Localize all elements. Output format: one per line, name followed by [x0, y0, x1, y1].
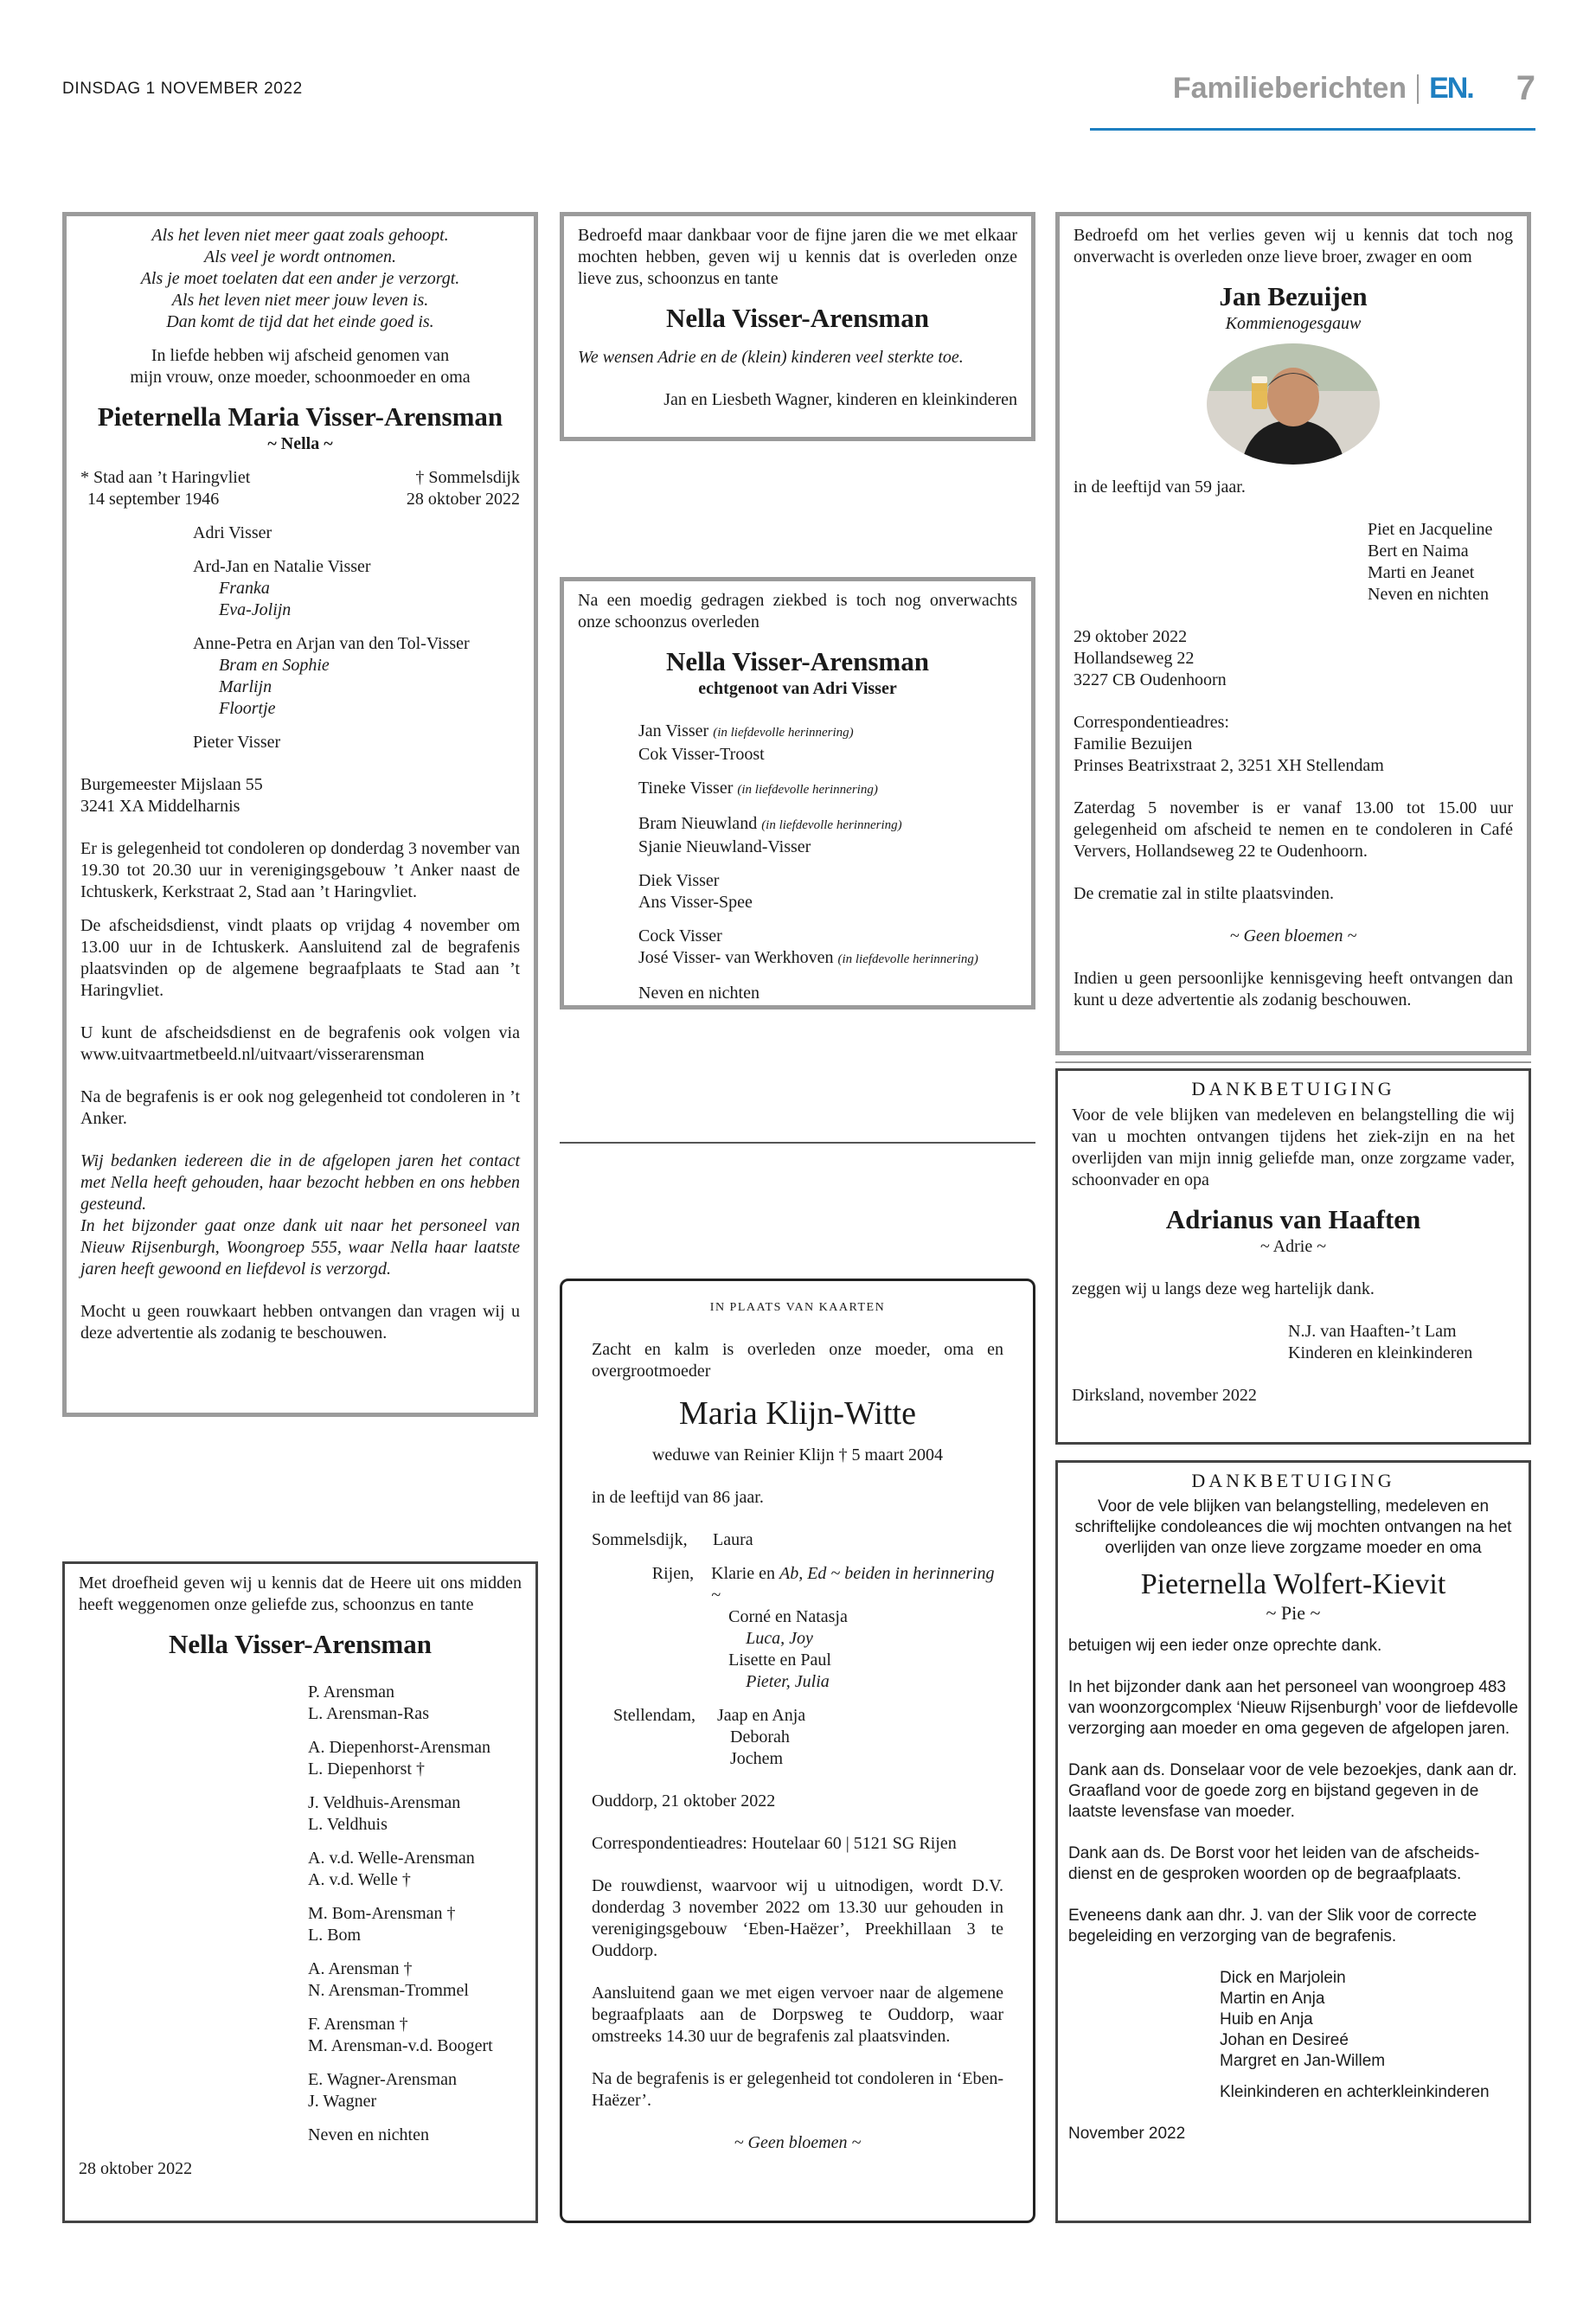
family-member: José Visser- van Werkhoven (in liefdevolle herinnering) — [638, 948, 978, 967]
poem-line: Als veel je wordt ontnomen. — [204, 247, 396, 266]
family-place: Stellendam, — [613, 1706, 695, 1725]
birth-date: 14 september 1946 — [87, 490, 220, 509]
grandchild: Pieter, Julia — [746, 1672, 830, 1691]
correspondence: Correspondentieadres: Houtelaar 60 | 5121 SG Rijen — [592, 1834, 957, 1853]
family-list — [80, 522, 520, 753]
condolence-info: Er is gelegenheid tot condoleren op donderdag 3 november van 19.30 tot 20.30 uur in verenigingsgebouw ’t Anker naast de Ichtuskerk, Kerkstraat 2, Stad aan ’t Haringvliet. — [80, 839, 520, 901]
family-member: Lisette en Paul — [728, 1650, 831, 1670]
portrait-photo-graphic — [1207, 343, 1380, 465]
family-member: M. Arensman-v.d. Boogert — [308, 2036, 493, 2055]
deceased-name: Adrianus van Haaften — [1165, 1204, 1421, 1234]
address-line: Hollandseweg 22 — [1074, 649, 1195, 668]
family-member: Bert en Naima — [1368, 542, 1469, 561]
ad-date: November 2022 — [1068, 2125, 1186, 2143]
intro: Voor de vele blijken van belangstelling, medeleven en schriftelijke condoleances die wij mochten ontvangen na het overlijden van onze lieve zorgzame moeder en oma — [1074, 1497, 1512, 1557]
family-member: J. Wagner — [308, 2092, 377, 2111]
birth-place: * Stad aan ’t Haringvliet — [80, 468, 251, 487]
notice-text: Mocht u geen rouwkaart hebben ontvangen dan vragen wij u deze advertentie als zodanig te beschouwen. — [80, 1302, 520, 1343]
family-list — [578, 721, 1017, 1004]
grandchild: Eva-Jolijn — [219, 600, 292, 619]
family-place: Sommelsdijk, — [592, 1530, 688, 1549]
ad-nella-visser-schoonzus — [560, 577, 1035, 1009]
cremation-info: De crematie zal in stilte plaatsvinden. — [1074, 884, 1334, 903]
family-member: Marti en Jeanet — [1368, 563, 1475, 582]
grandchild: Franka — [219, 579, 270, 598]
signature-line: N.J. van Haaften-’t Lam — [1288, 1322, 1457, 1341]
stream-info: U kunt de afscheidsdienst en de begrafenis ook volgen via www.uitvaartmetbeeld.nl/uitvaart/visserarensman — [80, 1023, 520, 1064]
poem-line: Als het leven niet meer jouw leven is. — [171, 291, 429, 310]
condolence-info: Na de begrafenis is er gelegenheid tot condoleren in ‘Eben-Haëzer’. — [592, 2069, 1003, 2110]
family-row — [592, 1563, 1003, 1693]
family-member: Cok Visser-Troost — [638, 745, 765, 764]
page-header — [1173, 69, 1535, 108]
deceased-name: Pieternella Maria Visser-Arensman — [97, 401, 503, 432]
family-member: Bram Nieuwland (in liefdevolle herinnering) — [638, 814, 902, 833]
life-dates — [80, 467, 520, 510]
ad-jan-bezuijen — [1055, 212, 1531, 1055]
signature — [1072, 1321, 1515, 1364]
family-member: Jan Visser (in liefdevolle herinnering) — [638, 721, 854, 740]
ad-maria-klijn-witte — [560, 1279, 1035, 2223]
nickname: Kommienogesgauw — [1225, 314, 1362, 333]
header-rule — [1090, 128, 1535, 131]
family-member: Adri Visser — [193, 523, 272, 542]
intro-line: In liefde hebben wij afscheid genomen van — [151, 346, 450, 365]
address-line: Burgemeester Mijslaan 55 — [80, 775, 263, 794]
address-line: Correspondentieadres: — [1074, 713, 1229, 732]
deceased-name: Nella Visser-Arensman — [666, 646, 929, 676]
deceased-name: Nella Visser-Arensman — [666, 303, 929, 333]
family-member: Klarie en Ab, Ed ~ beiden in herinnering ~ — [711, 1564, 995, 1605]
intro-line: mijn vrouw, onze moeder, schoonmoeder en oma — [130, 368, 471, 387]
deceased-name: Nella Visser-Arensman — [169, 1629, 432, 1659]
family-member: Corné en Natasja — [728, 1607, 848, 1626]
grandchild: Floortje — [219, 699, 276, 718]
address-line: 3241 XA Middelharnis — [80, 797, 240, 816]
ad-date: Dirksland, november 2022 — [1072, 1386, 1257, 1405]
grandchild: Luca, Joy — [746, 1629, 813, 1648]
family-member: Neven en nichten — [638, 984, 760, 1003]
family-member: Piet en Jacqueline — [1368, 520, 1493, 539]
deceased-name: Pieternella Wolfert-Kievit — [1140, 1568, 1446, 1600]
intro — [80, 345, 520, 388]
address-line: 3227 CB Oudenhoorn — [1074, 670, 1227, 689]
ad-date: 28 oktober 2022 — [79, 2159, 193, 2178]
family-member: Laura — [713, 1530, 753, 1549]
service-info: De afscheidsdienst, vindt plaats op vrijdag 4 november om 13.00 uur in de Ichtuskerk. Aansluitend zal de begrafenis plaatsvinden op de algemene begraafplaats te Stad aan ’t Haringvliet. — [80, 916, 520, 1000]
family-list — [79, 1682, 522, 2146]
family-member: Neven en nichten — [1368, 585, 1489, 604]
intro: Zacht en kalm is overleden onze moeder, oma en overgrootmoeder — [592, 1340, 1003, 1381]
intro: Voor de vele blijken van medeleven en belangstelling die wij van u mochten ontvangen tijdens het ziek-zijn en na het overlijden van mijn innig geliefde man, onze zorgzame vader, schoonvader en opa — [1072, 1106, 1515, 1189]
family-member: Martin en Anja — [1220, 1990, 1325, 2008]
family-row — [592, 1705, 1003, 1770]
family-member: Johan en Desireé — [1220, 2031, 1349, 2049]
ad-dankbetuiging-van-haaften — [1055, 1068, 1531, 1445]
ad-dankbetuiging-wolfert-kievit — [1055, 1460, 1531, 2223]
family-member: Cock Visser — [638, 926, 722, 945]
correspondence — [1074, 712, 1513, 777]
ad-nella-wagner — [560, 212, 1035, 441]
page-number: 7 — [1516, 69, 1535, 107]
family-member: Jaap en Anja — [717, 1706, 806, 1725]
family-member: A. v.d. Welle † — [308, 1870, 411, 1889]
address — [1074, 626, 1513, 691]
address — [80, 774, 520, 817]
family-member: L. Veldhuis — [308, 1815, 388, 1834]
family-member: A. Arensman † — [308, 1959, 413, 1978]
family-member: P. Arensman — [308, 1682, 394, 1702]
family-list — [1074, 519, 1513, 606]
column-divider — [1055, 1061, 1531, 1063]
family-member: Dick en Marjolein — [1220, 1969, 1346, 1987]
header-divider — [1417, 74, 1419, 104]
intro: Bedroefd maar dankbaar voor de fijne jaren die we met elkaar mochten hebben, geven wij u kennis dat is overleden onze lieve zus, schoonzus en tante — [578, 226, 1017, 288]
poem — [80, 225, 520, 333]
visitation-info: Zaterdag 5 november is er vanaf 13.00 tot 15.00 uur gelegenheid om afscheid te nemen en te condoleren in Café Ververs, Hollandseweg 22 te Oudenhoorn. — [1074, 798, 1513, 861]
nickname: ~ Adrie ~ — [1259, 1237, 1327, 1256]
family-member: A. Diepenhorst-Arensman — [308, 1738, 491, 1757]
death-place: † Sommelsdijk — [415, 468, 520, 487]
kicker: IN PLAATS VAN KAARTEN — [709, 1301, 886, 1314]
signature: Jan en Liesbeth Wagner, kinderen en kleinkinderen — [663, 390, 1017, 409]
family-row — [592, 1529, 1003, 1551]
thanks-paragraph: Dank aan ds. Donselaar voor de vele bezoekjes, dank aan dr. Graafland voor de goede zorg en bijstand gegeven in de laatste levensfase van moeder. — [1068, 1761, 1517, 1821]
portrait-photo — [1207, 343, 1380, 465]
family-member: Pieter Visser — [193, 733, 281, 752]
section-title: Familieberichten — [1172, 72, 1407, 105]
no-flowers: ~ Geen bloemen ~ — [734, 2133, 862, 2152]
intro: Bedroefd om het verlies geven wij u kennis dat toch nog onverwacht is overleden onze lieve broer, zwager en oom — [1074, 226, 1513, 266]
ad-nella-arensman — [62, 1561, 538, 2223]
deceased-name: Maria Klijn-Witte — [679, 1395, 916, 1432]
age-line: in de leeftijd van 86 jaar. — [592, 1488, 764, 1507]
ad-pieternella-visser — [62, 212, 538, 1417]
spouse-line: echtgenoot van Adri Visser — [698, 679, 897, 698]
poem-line: Als het leven niet meer gaat zoals gehoopt. — [151, 226, 449, 245]
address-line: 29 oktober 2022 — [1074, 627, 1188, 646]
grandchild: Bram en Sophie — [219, 656, 330, 675]
thanks-paragraph: Dank aan ds. De Borst voor het leiden van de afscheids-dienst en de gesproken woorden op de begraafplaats. — [1068, 1844, 1480, 1883]
notice-text: Indien u geen persoonlijke kennisgeving heeft ontvangen dan kunt u deze advertentie als zodanig beschouwen. — [1074, 969, 1513, 1009]
logo: EN. — [1429, 72, 1473, 105]
family-member: L. Arensman-Ras — [308, 1704, 429, 1723]
family-member: L. Diepenhorst † — [308, 1759, 425, 1779]
widow-line: weduwe van Reinier Klijn † 5 maart 2004 — [651, 1445, 944, 1465]
family-member: Ard-Jan en Natalie Visser — [193, 557, 371, 576]
intro: Met droefheid geven wij u kennis dat de Heere uit ons midden heeft weggenomen onze geliefde zus, schoonzus en tante — [79, 1574, 522, 1614]
thanks-line: zeggen wij u langs deze weg hartelijk dank. — [1072, 1279, 1375, 1298]
family-member: Sjanie Nieuwland-Visser — [638, 837, 811, 856]
family-member: Kleinkinderen en achterkleinkinderen — [1220, 2083, 1490, 2101]
ad-date: Ouddorp, 21 oktober 2022 — [592, 1791, 776, 1811]
family-member: L. Bom — [308, 1926, 362, 1945]
signature-line: Kinderen en kleinkinderen — [1288, 1343, 1473, 1362]
poem-line: Dan komt de tijd dat het einde goed is. — [166, 312, 434, 331]
family-member: Neven en nichten — [308, 2125, 429, 2144]
thanks-text: In het bijzonder gaat onze dank uit naar het personeel van Nieuw Rijsenburgh, Woongroep 555, waar Nella haar laatste jaren heeft gewoond en liefdevol is verzorgd. — [80, 1216, 520, 1279]
address-line: Prinses Beatrixstraat 2, 3251 XH Stellendam — [1074, 756, 1384, 775]
thanks-paragraph: In het bijzonder dank aan het personeel van woongroep 483 van woonzorgcomplex ‘Nieuw Rijsenburgh’ voor de liefdevolle verzorging aan moeder en oma gegeven de afgelopen jaren. — [1068, 1678, 1518, 1738]
family-member: J. Veldhuis-Arensman — [308, 1793, 461, 1812]
nickname: ~ Pie ~ — [1266, 1602, 1321, 1624]
burial-info: Aansluitend gaan we met eigen vervoer naar de algemene begraafplaats aan de Dorpsweg te Ouddorp, waar omstreeks 14.30 uur de begrafenis zal plaatsvinden. — [592, 1984, 1003, 2046]
grandchild: Marlijn — [219, 677, 272, 696]
family-member: Tineke Visser (in liefdevolle herinnering) — [638, 779, 878, 798]
age-line: in de leeftijd van 59 jaar. — [1074, 478, 1246, 497]
column-divider — [560, 1142, 1035, 1144]
family-member: N. Arensman-Trommel — [308, 1981, 469, 2000]
service-info: De rouwdienst, waarvoor wij u uitnodigen, wordt D.V. donderdag 3 november 2022 om 13.30 uur gehouden in verenigingsgebouw ‘Eben-Haëzer’, Preekhillaan 3 te Ouddorp. — [592, 1876, 1003, 1960]
family-member: A. v.d. Welle-Arensman — [308, 1849, 475, 1868]
thanks-line: betuigen wij een ieder onze oprechte dank. — [1068, 1637, 1382, 1655]
poem-line: Als je moet toelaten dat een ander je verzorgt. — [140, 269, 460, 288]
family-member: E. Wagner-Arensman — [308, 2070, 458, 2089]
family-member: Diek Visser — [638, 871, 720, 890]
thanks-paragraph: Eveneens dank aan dhr. J. van der Slik voor de correcte begeleiding en verzorging van de begrafenis. — [1068, 1907, 1477, 1945]
family-member: F. Arensman † — [308, 2015, 408, 2034]
wish-text: We wensen Adrie en de (klein) kinderen veel sterkte toe. — [578, 348, 964, 367]
family-member: Jochem — [730, 1749, 784, 1768]
family-member: Ans Visser-Spee — [638, 893, 753, 912]
nickname: ~ Nella ~ — [267, 434, 333, 453]
family-member: Huib en Anja — [1220, 2010, 1313, 2029]
intro: Na een moedig gedragen ziekbed is toch nog onverwachts onze schoonzus overleden — [578, 591, 1017, 631]
deceased-name: Jan Bezuijen — [1219, 281, 1368, 311]
thanks-text: Wij bedanken iedereen die in de afgelopen jaren het contact met Nella heeft gehouden, haar bezocht hebben en ons hebben gesteund. — [80, 1151, 520, 1214]
family-place: Rijen, — [651, 1564, 695, 1583]
page-date: DINSDAG 1 NOVEMBER 2022 — [62, 80, 303, 98]
family-member: M. Bom-Arensman † — [308, 1904, 456, 1923]
death-date: 28 oktober 2022 — [406, 490, 520, 509]
after-burial-info: Na de begrafenis is er ook nog gelegenheid tot condoleren in ’t Anker. — [80, 1087, 520, 1128]
family-member: Deborah — [730, 1727, 790, 1747]
family-member: Margret en Jan-Willem — [1220, 2052, 1386, 2070]
family-list — [1068, 1968, 1518, 2103]
family-member: Anne-Petra en Arjan van den Tol-Visser — [193, 634, 470, 653]
ad-title: DANKBETUIGING — [1191, 1470, 1395, 1491]
ad-title: DANKBETUIGING — [1191, 1078, 1395, 1099]
address-line: Familie Bezuijen — [1074, 734, 1193, 753]
no-flowers: ~ Geen bloemen ~ — [1229, 926, 1357, 945]
